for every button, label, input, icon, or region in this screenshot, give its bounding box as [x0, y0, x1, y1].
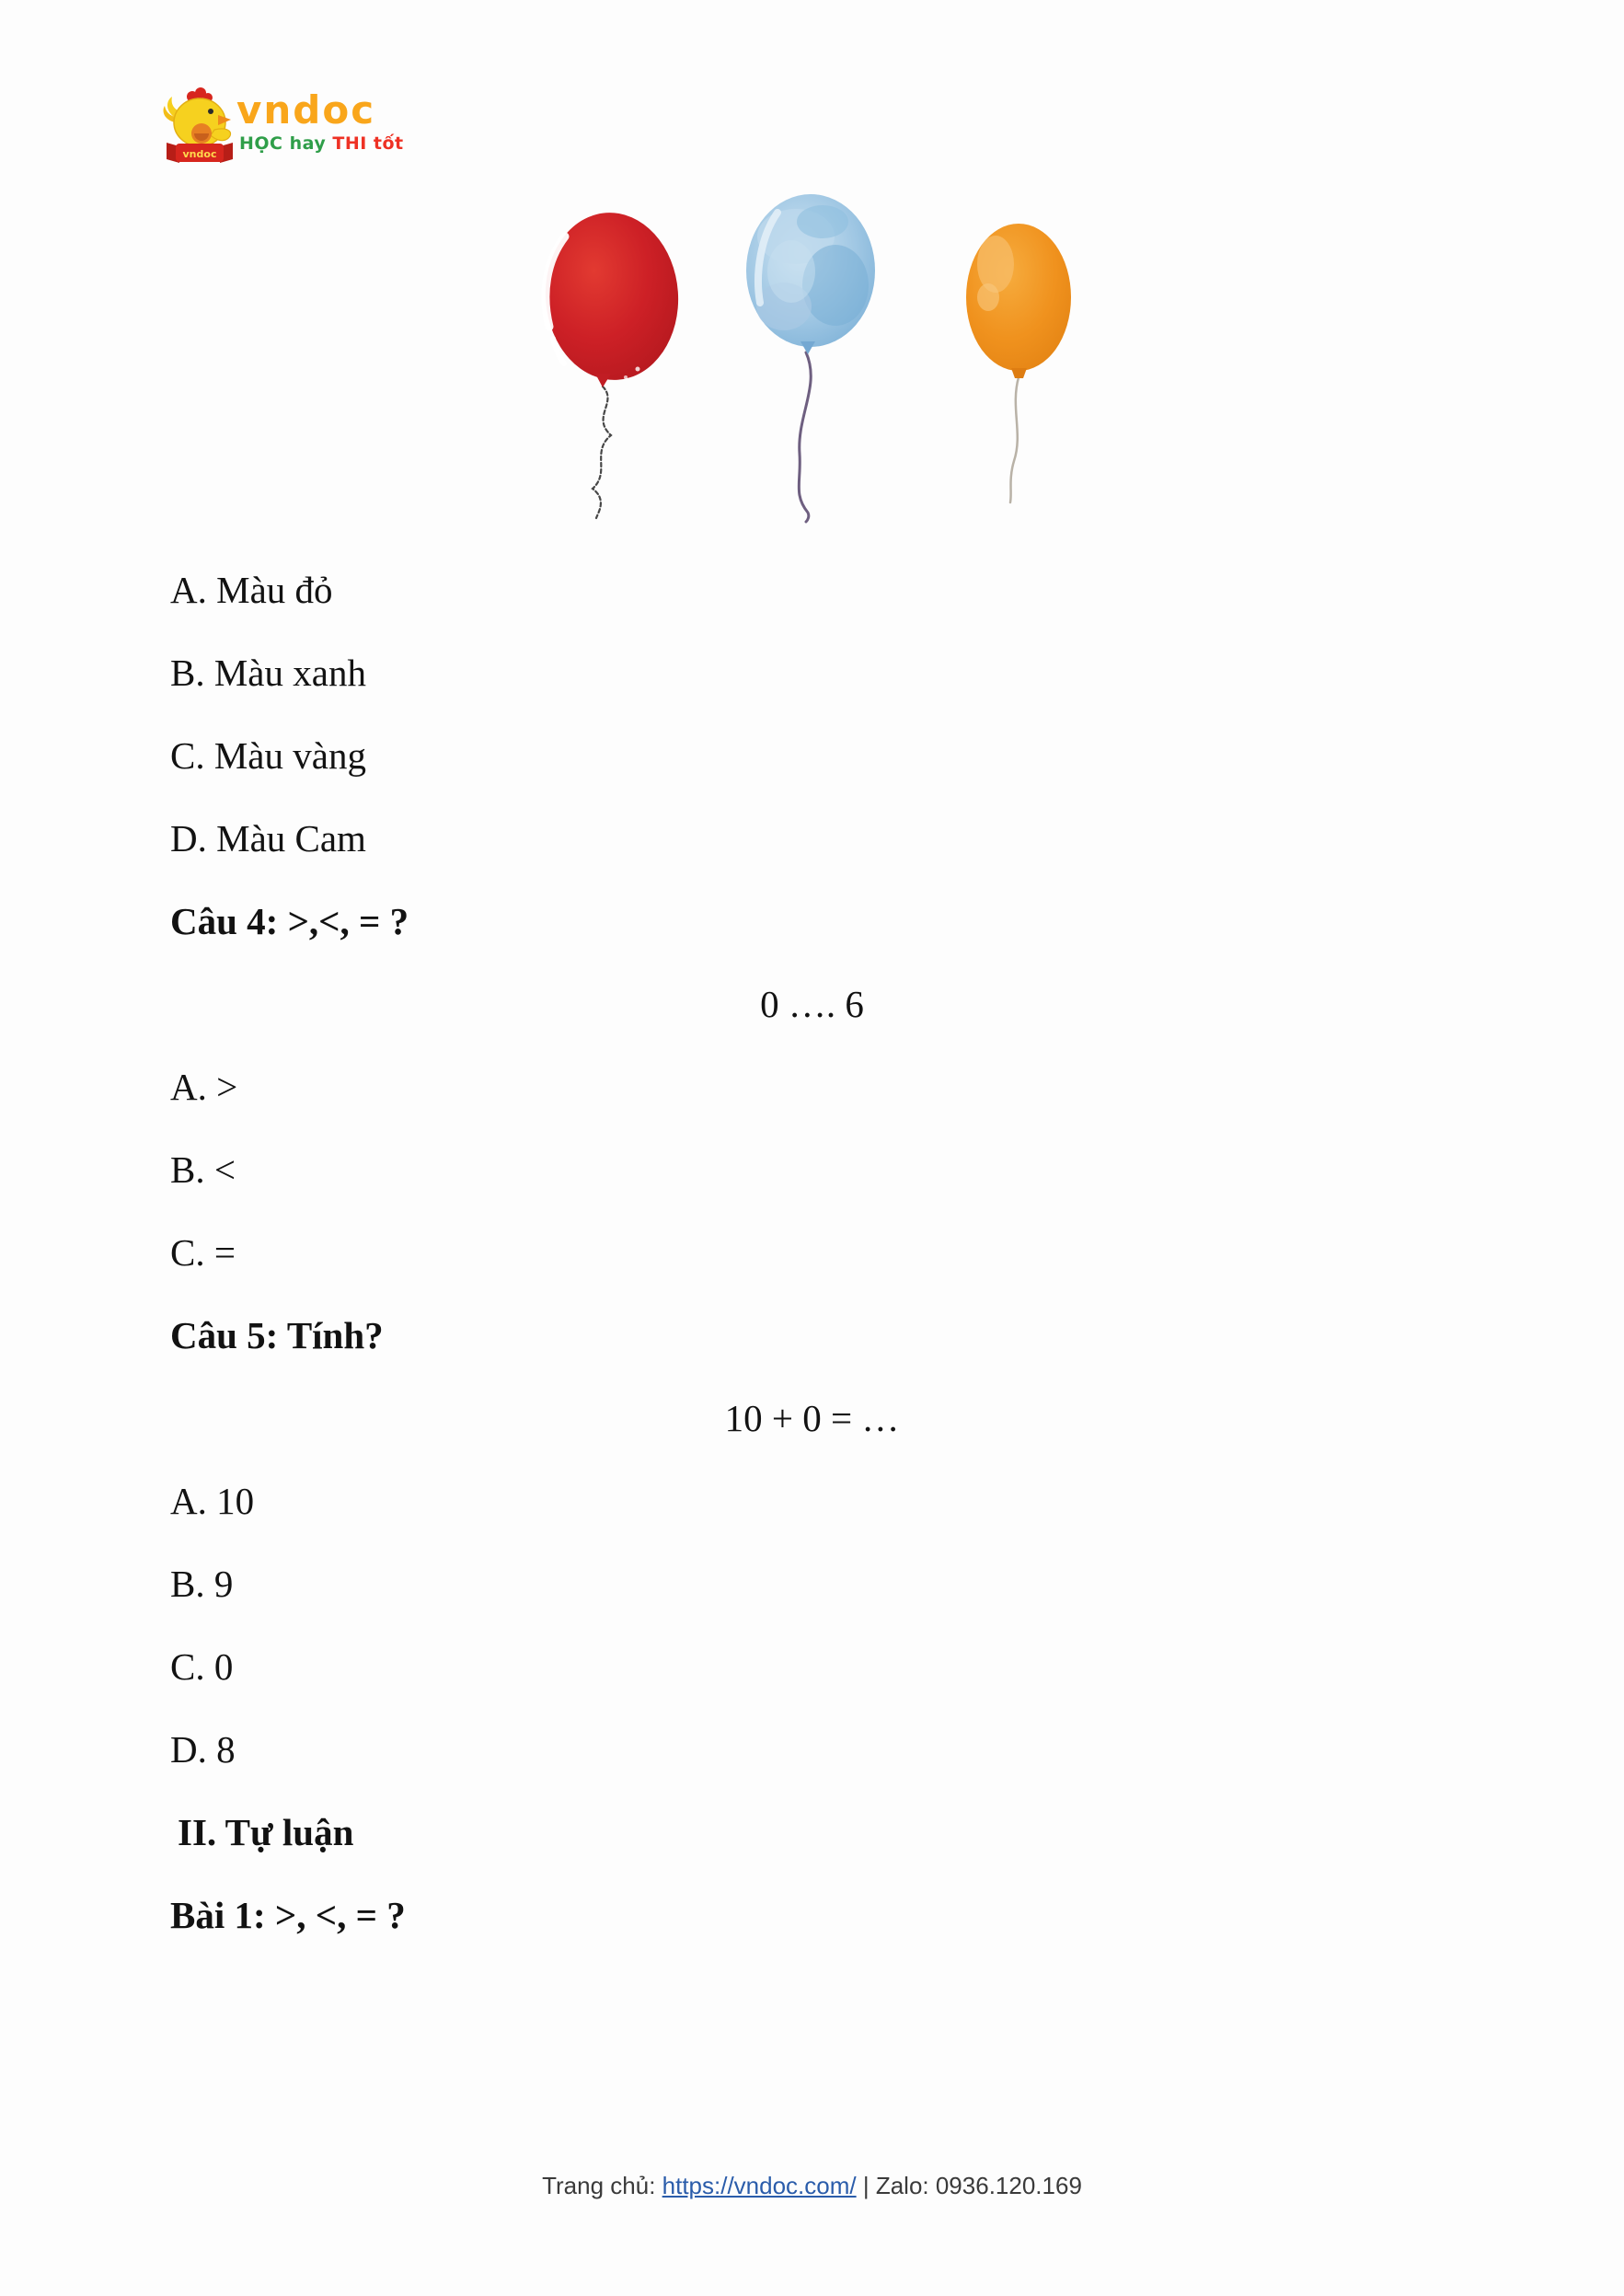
exercise-heading-bai1: Bài 1: >, <, = ?: [170, 1894, 406, 1936]
cau5-option-d: D. 8: [170, 1728, 236, 1771]
red-balloon-string: [593, 387, 611, 518]
orange-balloon: [966, 224, 1071, 502]
color-option-d: D. Màu Cam: [170, 817, 366, 860]
banner-text: vndoc: [182, 148, 217, 160]
expression-cau4: 0 …. 6: [760, 983, 864, 1025]
tagline-red: THI tốt: [332, 133, 404, 154]
cau5-option-c: C. 0: [170, 1645, 234, 1688]
question-heading-cau4: Câu 4: >,<, = ?: [170, 900, 409, 942]
question-heading-cau5: Câu 5: Tính?: [170, 1314, 384, 1356]
footer-home-link[interactable]: https://vndoc.com/: [662, 2172, 857, 2199]
color-option-c: C. Màu vàng: [170, 734, 366, 777]
tagline-green: HỌC hay: [239, 133, 333, 154]
vndoc-logo: [161, 86, 404, 170]
color-option-b: B. Màu xanh: [170, 652, 366, 694]
balloons-illustration: [515, 189, 1104, 529]
brand-wordmark: vndoc: [236, 87, 376, 133]
expression-cau5: 10 + 0 = …: [724, 1397, 900, 1439]
cau4-option-c: C. =: [170, 1231, 236, 1274]
footer-zalo-label: | Zalo: 0936.120.169: [856, 2172, 1082, 2199]
cau4-option-b: B. <: [170, 1148, 236, 1191]
orange-balloon-string: [1010, 377, 1019, 502]
brand-tagline: [239, 133, 404, 154]
red-balloon: [540, 208, 684, 518]
section-heading-tu-luan: II. Tự luận: [178, 1811, 354, 1853]
page-footer: [0, 2172, 1624, 2200]
cau4-option-a: A. >: [170, 1066, 238, 1108]
color-option-a: A. Màu đỏ: [170, 569, 333, 611]
blue-balloon: [746, 194, 875, 522]
chicken-mascot-icon: [161, 86, 235, 170]
cau5-option-a: A. 10: [170, 1480, 255, 1522]
footer-home-label: Trang chủ:: [542, 2172, 662, 2199]
cau5-option-b: B. 9: [170, 1563, 234, 1605]
blue-balloon-string: [799, 352, 811, 522]
worksheet-body: [0, 548, 1624, 1956]
